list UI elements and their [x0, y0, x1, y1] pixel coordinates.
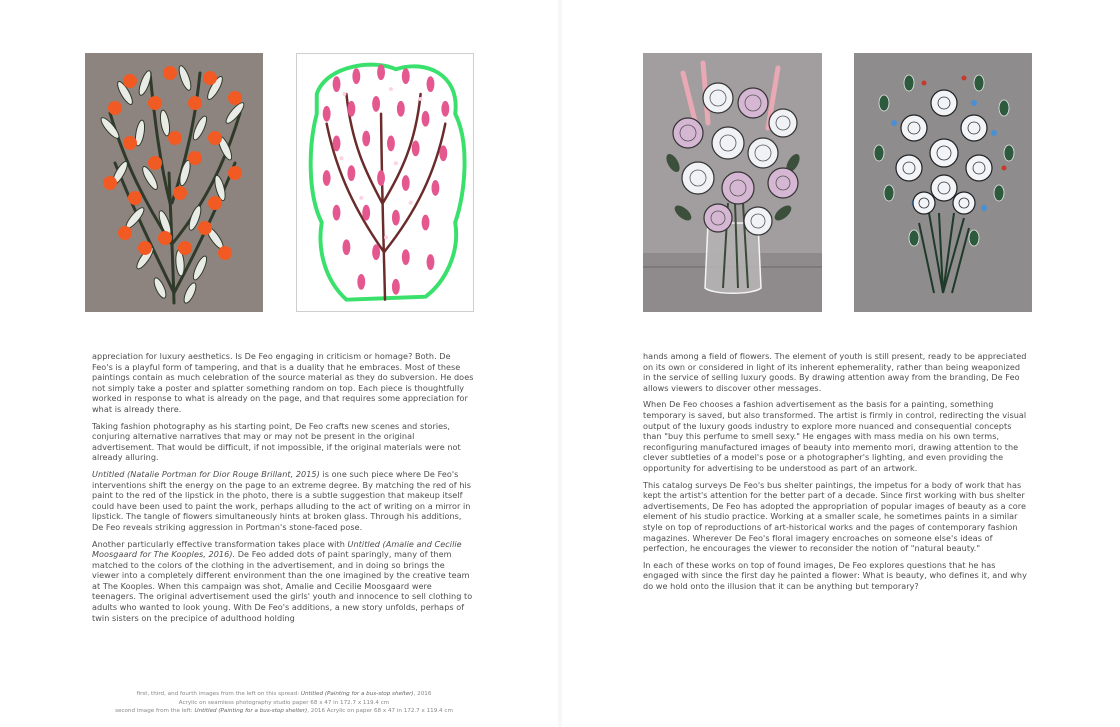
- left-paragraph-1: appreciation for luxury aesthetics. Is De Feo engaging in criticism or homage? Both. De Feo's is a playful form of tampering, and that is a duality that he embraces. Most of these paintings contain as much celebration of the source material as they do subversion. He does not simply take a poster and splatter something random on top. Each piece is thoughtfully worked in response to what is already on the page, and that requires some appreciation for what is already there.: [92, 351, 474, 414]
- right-paragraph-4: In each of these works on top of found images, De Feo explores questions that he has engaged with since the first day he painted a flower: What is beauty, who defines it, and why do we hold onto the illusion that it can be anything but temporary?: [643, 559, 1027, 591]
- caption-line-3: [84, 707, 484, 716]
- artwork-roses-vase-image: [643, 53, 822, 312]
- right-paragraph-2: When De Feo chooses a fashion advertisement as the basis for a painting, something temporary is saved, but also transformed. The artist is firmly in control, redirecting the visual output of the luxury goods industry to explore more nuanced and consequential concepts than "buy this perfume to smell sexy." He engages with mass media on his own terms, reconfiguring manufactured images of beauty into memento mori, drawing attention to the clever subtleties of a model's pose or a photographer's lighting, and even providing the opportunity for advertising to be understood as part of an artwork.: [643, 399, 1027, 473]
- artwork-orange-dots-image: [85, 53, 263, 312]
- artwork-roses-vase-painting: [643, 53, 822, 312]
- caption-line-1: [84, 690, 484, 699]
- caption-line-3-prefix: second image from the left:: [115, 708, 195, 714]
- artwork-white-roses-painting: [854, 53, 1032, 312]
- artwork-white-roses-image: [854, 53, 1032, 312]
- caption-line-3-suffix: , 2016 Acrylic on paper 68 x 47 in 172.7 x 119.4 cm: [307, 708, 453, 714]
- left-paragraph-3: [92, 469, 474, 533]
- caption-line-3-title: Untitled (Painting for a bus-stop shelter): [194, 708, 308, 714]
- left-text-column: [92, 351, 474, 629]
- left-paragraph-2: Taking fashion photography as his starting point, De Feo crafts new scenes and stories, conjuring alternative narratives that may or may not be present in the original advertisement. That would be difficult, if not impossible, if the original materials were not already alluring.: [92, 420, 461, 463]
- artwork-title-natalie-portman: Untitled (Natalie Portman for Dior Rouge Brillant, 2015): [92, 468, 320, 479]
- left-paragraph-3-body: is one such piece where De Feo's interventions shift the energy on the page to an extreme degree. By matching the red of his paint to the red of the lipstick in the photo, there is a subtle suggestion that makeup itself could have been used to paint the work, perhaps alluding to the act of writing on a mirror in lipstick. The tangle of flowers simultaneously hints at broken glass. Through his additions, De Feo reveals striking aggression in Portman's stone-faced pose.: [92, 468, 472, 532]
- caption-line-2: Acrylic on seamless photography studio paper 68 x 47 in 172.7 x 119.4 cm: [178, 699, 390, 706]
- artwork-pink-blossom-image: [297, 54, 473, 311]
- left-paragraph-4: [92, 539, 474, 624]
- right-paragraph-3: This catalog surveys De Feo's bus shelter paintings, the impetus for a body of work that has kept the artist's attention for the better part of a decade. Since first working with bus shelter advertisements, De Feo has adopted the appropriation of popular images of beauty as a core element of his studio practice. Working at a smaller scale, he sometimes paints in a similar style on top of reproductions of art-historical works and the pages of contemporary fashion magazines. Wherever De Feo's floral imagery encroaches on someone else's ideas of perfection, he encourages the viewer to reconsider the notion of "natural beauty.": [643, 479, 1026, 554]
- left-paragraph-4-body: De Feo added dots of paint sparingly, many of them matched to the colors of the clothing in the advertisement, and in doing so brings the viewer into a completely different environment than the one imagined by the creative team at The Kooples. When this campaign was shot, Amalie and Cecilie Moosgaard were teenagers. The original advertisement used the girls' youth and innocence to sell clothing to adults who wanted to look young. With De Feo's additions, a new story unfolds, perhaps of twin sisters on the precipice of adulthood holding: [92, 549, 473, 623]
- caption-line-1-suffix: , 2016: [413, 691, 432, 697]
- artwork-pink-blossom-painting: [296, 53, 474, 312]
- image-caption: [84, 690, 484, 716]
- artwork-title-moosgaard: Untitled (Amalie and Cecilie Moosgaard for The Kooples, 2016).: [92, 538, 462, 560]
- artwork-orange-dots-painting: [85, 53, 263, 312]
- caption-line-1-prefix: first, third, and fourth images from the left on this spread:: [136, 691, 301, 697]
- right-text-column: [643, 351, 1028, 597]
- left-paragraph-4-intro: Another particularly effective transformation takes place with: [92, 538, 348, 549]
- right-paragraph-1: hands among a field of flowers. The element of youth is still present, ready to be appreciated on its own or considered in light of its inherent ephemerality, rather than being weaponized in the service of selling luxury goods. By drawing attention away from the branding, De Feo allows viewers to discover other messages.: [643, 351, 1027, 393]
- caption-line-1-title: Untitled (Painting for a bus-stop shelter): [300, 691, 414, 697]
- page-gutter: [558, 0, 562, 727]
